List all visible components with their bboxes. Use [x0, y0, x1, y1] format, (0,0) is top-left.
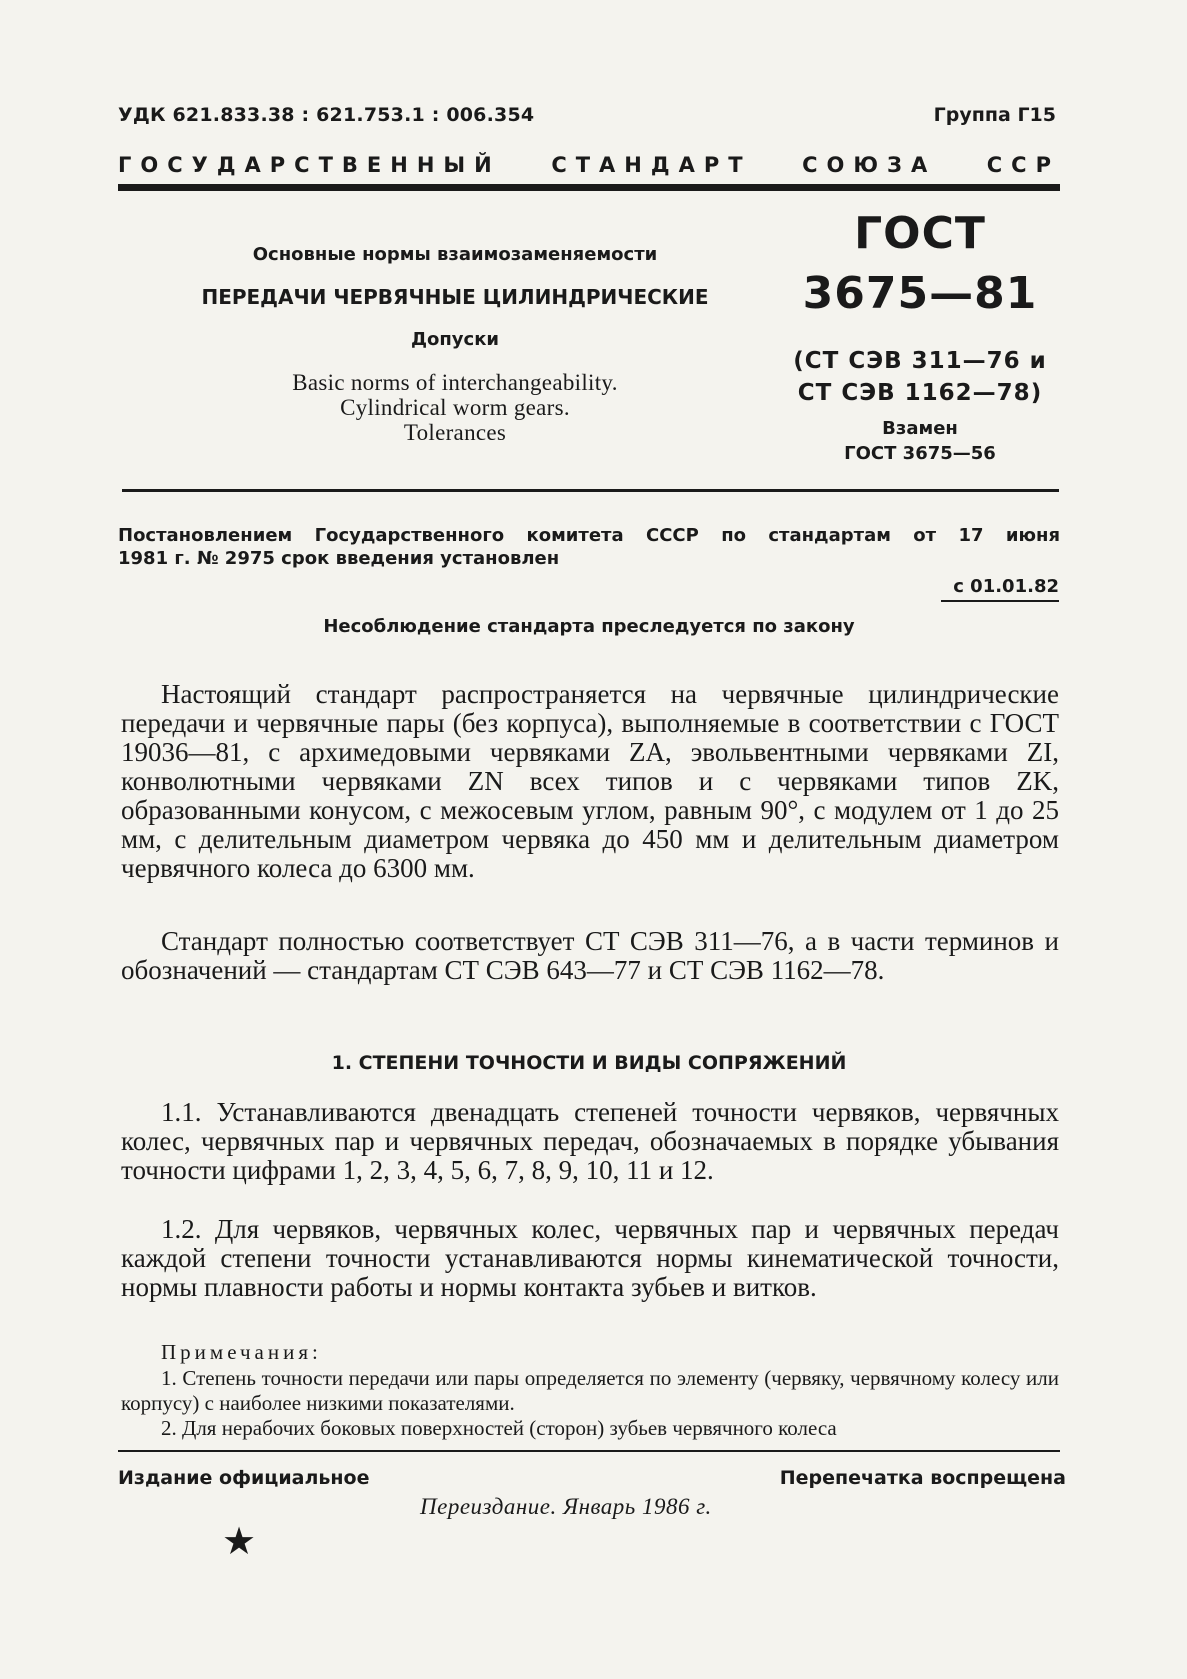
replaced-standard: ГОСТ 3675—56 — [844, 443, 996, 464]
english-title-line: Cylindrical worm gears. — [340, 395, 570, 420]
st-sev-references — [770, 345, 1070, 409]
udk-code: УДК 621.833.38 : 621.753.1 : 006.354 — [118, 104, 535, 126]
star-icon: ★ — [222, 1521, 257, 1563]
replaces-label: Взамен — [882, 418, 958, 439]
document-subtitle: Допуски — [410, 329, 500, 350]
clause-1-1: 1.1. Устанавливаются двенадцать степеней точности червяков, червячных колес, червячных пар и червячных передач, обозначаемых в порядке убывания точности цифрами 1, 2, 3, 4, 5, 6, 7, 8, 9, 10, 11 и 12. — [121, 1097, 1059, 1185]
replaces-block — [770, 416, 1070, 466]
gost-label: ГОСТ — [854, 208, 986, 259]
banner-word: СОЮЗА — [802, 153, 937, 177]
footer-divider — [118, 1450, 1060, 1452]
document-title: ПЕРЕДАЧИ ЧЕРВЯЧНЫЕ ЦИЛИНДРИЧЕСКИЕ — [201, 285, 709, 309]
official-edition: Издание официальное — [118, 1467, 370, 1489]
compliance-paragraph: Стандарт полностью соответствует СТ СЭВ 311—76, а в части терминов и обозначений — стандартам СТ СЭВ 643—77 и СТ СЭВ 1162—78. — [121, 926, 1059, 985]
notes-heading: Примечания: — [161, 1340, 322, 1364]
top-divider — [118, 184, 1060, 191]
english-title — [190, 370, 720, 445]
decree-line-1: Постановлением Государственного комитета СССР по стандартам от 17 июня — [118, 525, 1060, 546]
section-heading: 1. СТЕПЕНИ ТОЧНОСТИ И ВИДЫ СОПРЯЖЕНИЙ — [331, 1052, 847, 1074]
banner-word: ССР — [986, 153, 1060, 177]
english-title-line: Basic norms of interchangeability. — [292, 370, 618, 395]
reprint-forbidden: Перепечатка воспрещена — [779, 1467, 1066, 1489]
effective-date: с 01.01.82 — [953, 576, 1059, 597]
banner-word: ГОСУДАРСТВЕННЫЙ — [118, 153, 501, 177]
banner-word: СТАНДАРТ — [551, 153, 752, 177]
middle-divider — [122, 489, 1059, 492]
date-underline — [941, 600, 1059, 602]
decree-line-2: 1981 г. № 2975 срок введения установлен — [118, 548, 560, 569]
st-sev-line: СТ СЭВ 1162—78) — [797, 380, 1043, 406]
clause-1-2: 1.2. Для червяков, червячных колес, червячных пар и червячных передач каждой степени точности устанавливаются нормы кинематической точности, нормы плавности работы и нормы контакта зубьев и витков. — [121, 1214, 1059, 1302]
note-2: 2. Для нерабочих боковых поверхностей (сторон) зубьев червячного колеса — [161, 1416, 837, 1440]
note-1: 1. Степень точности передачи или пары определяется по элементу (червяку, червячному колесу или корпусу) с наиболее низкими показателями. — [121, 1366, 1059, 1415]
st-sev-line: (СТ СЭВ 311—76 и — [793, 348, 1047, 374]
norms-caption: Основные нормы взаимозаменяемости — [252, 244, 658, 265]
reissue-note: Переиздание. Январь 1986 г. — [420, 1494, 712, 1519]
classification-group: Группа Г15 — [933, 104, 1056, 126]
legal-warning: Несоблюдение стандарта преследуется по закону — [323, 616, 855, 637]
state-standard-banner — [118, 153, 1060, 177]
scope-paragraph: Настоящий стандарт распространяется на червячные цилиндрические передачи и червячные пары (без корпуса), выполняемые в соответствии с ГОСТ 19036—81, с архимедовыми червяками ZA, эвольвентными червяками ZI, конволютными червяками ZN всех типов и с червяками типов ZK, образованными конусом, с межосевым углом, равным 90°, с модулем от 1 до 25 мм, с делительным диаметром червяка до 450 мм и делительным диаметром червячного колеса до 6300 мм. — [121, 679, 1059, 883]
english-title-line: Tolerances — [403, 420, 507, 445]
gost-number: 3675—81 — [802, 268, 1038, 319]
